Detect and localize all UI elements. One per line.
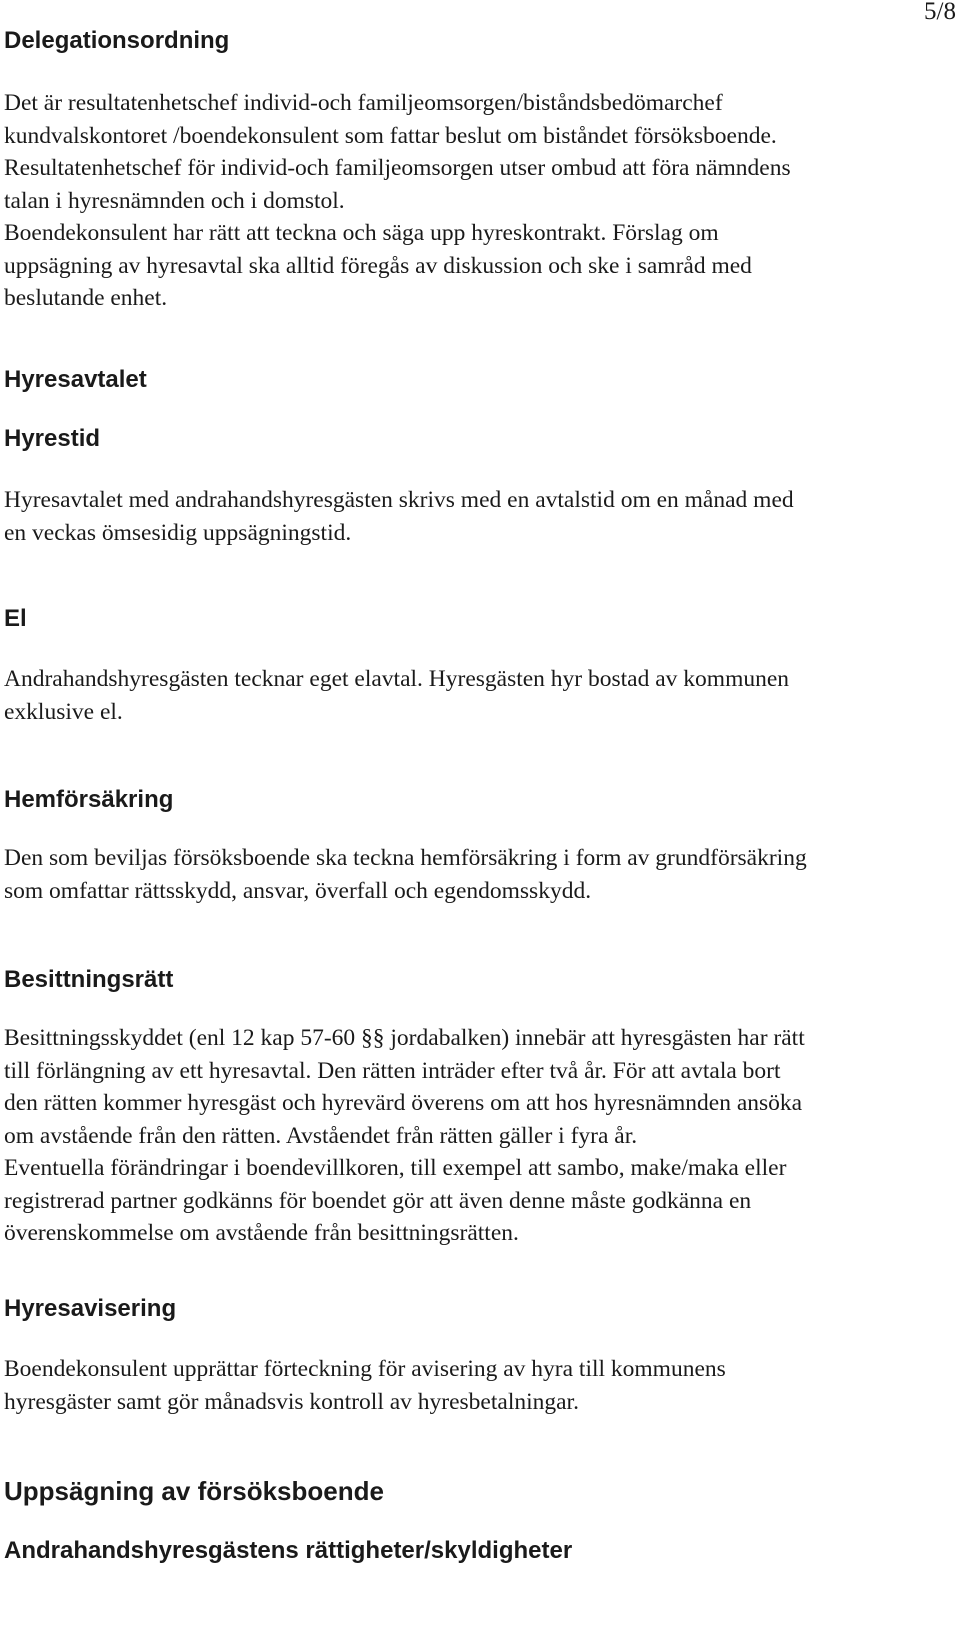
section-heading-delegationsordning: Delegationsordning [4, 27, 230, 54]
text-line: exklusive el. [4, 698, 123, 725]
text-line: Besittningsskyddet (enl 12 kap 57-60 §§ jordabalken) innebär att hyresgästen har rätt [4, 1025, 805, 1051]
subheading-rattigheter: Andrahandshyresgästens rättigheter/skyldigheter [4, 1537, 573, 1564]
text-line: uppsägning av hyresavtal ska alltid föregås av diskussion och ske i samråd med [4, 252, 752, 279]
text-line: överenskommelse om avstående från besittningsrätten. [4, 1220, 519, 1246]
text-line: till förlängning av ett hyresavtal. Den rätten inträder efter två år. För att avtala bort [4, 1057, 781, 1084]
text-line: om avstående från den rätten. Avståendet från rätten gäller i fyra år. [4, 1122, 638, 1149]
subheading-besittningsratt: Besittningsrätt [4, 966, 174, 993]
section-heading-uppsagning: Uppsägning av försöksboende [4, 1476, 384, 1506]
text-line: hyresgäster samt gör månadsvis kontroll av hyresbetalningar. [4, 1388, 579, 1415]
text-line: Eventuella förändringar i boendevillkoren, till exempel att sambo, make/maka eller [4, 1155, 787, 1181]
text-line: Resultatenhetschef för individ-och familjeomsorgen utser ombud att föra nämndens [4, 155, 791, 181]
paragraph-hyresavisering [4, 1353, 954, 1418]
paragraph-besittningsratt [4, 1022, 954, 1250]
text-line: den rätten kommer hyresgäst och hyrevärd överens om att hos hyresnämnden ansöka [4, 1090, 803, 1116]
text-line: en veckas ömsesidig uppsägningstid. [4, 519, 352, 546]
text-line: talan i hyresnämnden och i domstol. [4, 187, 345, 214]
text-line: kundvalskontoret /boendekonsulent som fattar beslut om biståndet försöksboende. [4, 122, 777, 149]
section-heading-hyresavtalet: Hyresavtalet [4, 366, 147, 393]
paragraph-el [4, 663, 954, 728]
subheading-hyrestid: Hyrestid [4, 425, 101, 452]
text-line: Det är resultatenhetschef individ-och familjeomsorgen/biståndsbedömarchef [4, 90, 723, 116]
subheading-hyresavisering: Hyresavisering [4, 1295, 177, 1322]
page-number: 5/8 [924, 0, 956, 25]
text-line: Den som beviljas försöksboende ska teckna hemförsäkring i form av grundförsäkring [4, 845, 807, 871]
subheading-el: El [4, 605, 27, 632]
text-line: Andrahandshyresgästen tecknar eget elavtal. Hyresgästen hyr bostad av kommunen [4, 666, 790, 692]
text-line: Boendekonsulent upprättar förteckning för avisering av hyra till kommunens [4, 1356, 726, 1382]
text-line: som omfattar rättsskydd, ansvar, överfall och egendomsskydd. [4, 877, 592, 904]
text-line: Boendekonsulent har rätt att teckna och säga upp hyreskontrakt. Förslag om [4, 220, 719, 246]
text-line: registrerad partner godkänns för boendet gör att även denne måste godkänna en [4, 1187, 752, 1214]
paragraph-delegation [4, 87, 954, 315]
subheading-hemforsakring: Hemförsäkring [4, 786, 174, 813]
paragraph-hemforsakring [4, 842, 954, 907]
paragraph-hyrestid [4, 484, 954, 549]
text-line: Hyresavtalet med andrahandshyresgästen skrivs med en avtalstid om en månad med [4, 487, 794, 513]
text-line: beslutande enhet. [4, 285, 168, 311]
